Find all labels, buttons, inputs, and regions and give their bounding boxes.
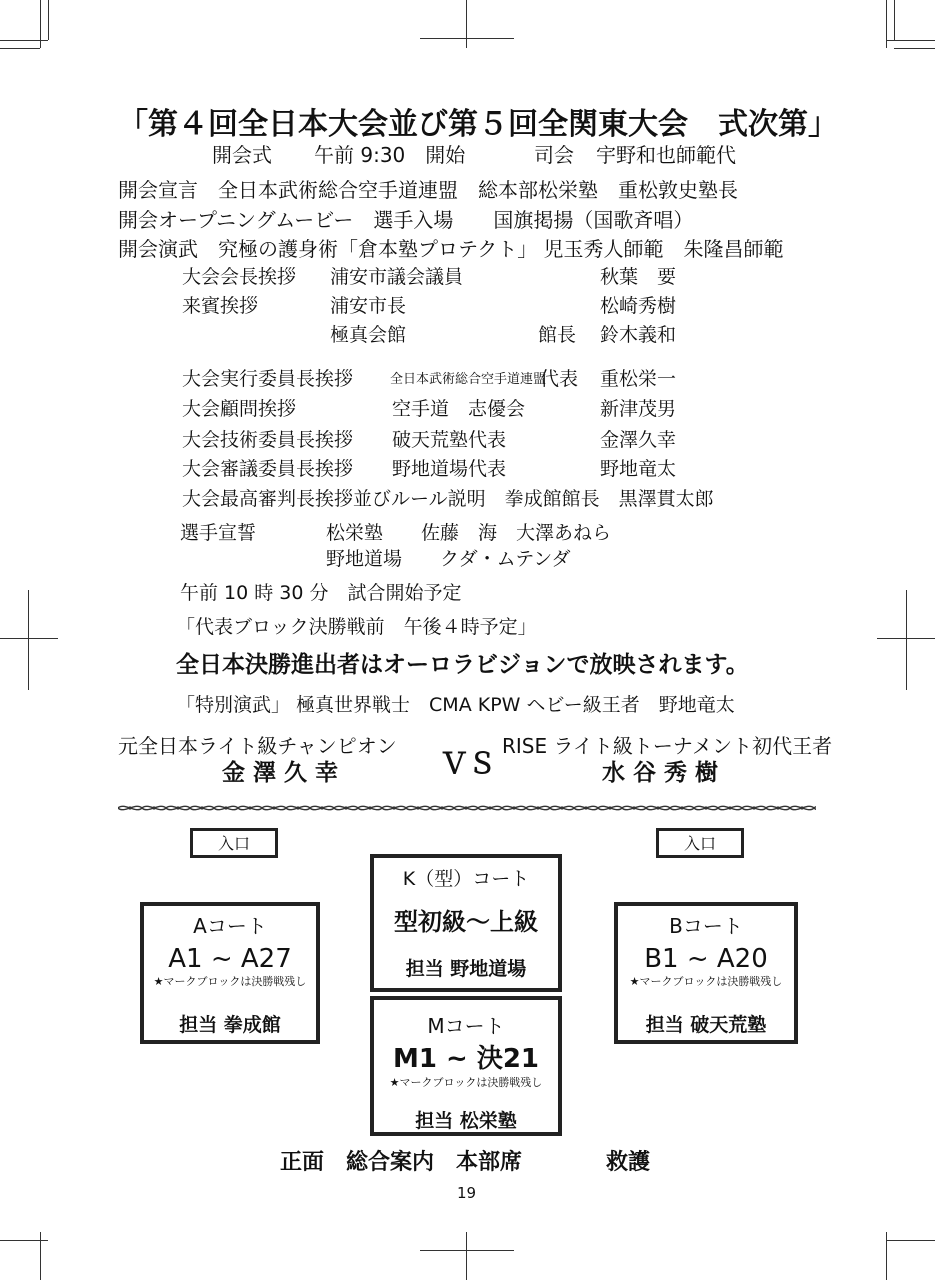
vs-right-title: RISE ライト級トーナメント初代王者 — [502, 734, 833, 758]
greeting-org: 極真会館 — [330, 324, 407, 346]
court-m-range: M1 ~ 決21 — [392, 1044, 540, 1074]
greeting-org: 全日本武術総合空手道連盟 — [390, 372, 547, 387]
program-line: 開会オープニングムービー 選手入場 国旗掲揚（国歌斉唱） — [118, 208, 694, 232]
greeting-role: 大会審議委員長挨拶 — [182, 458, 354, 480]
greeting-org: 空手道 志優会 — [392, 398, 526, 420]
crop-mark — [886, 40, 935, 41]
crop-mark — [0, 638, 58, 639]
vs-left-title: 元全日本ライト級チャンピオン — [118, 734, 397, 758]
greeting-role: 来賓挨拶 — [182, 295, 259, 317]
greeting-role: 大会会長挨拶 — [182, 266, 297, 288]
greeting-role: 大会顧問挨拶 — [182, 398, 297, 420]
oath-line-2: 野地道場 クダ・ムテンダ — [326, 548, 571, 570]
program-line: 開会宣言 全日本武術総合空手道連盟 総本部松栄塾 重松敦史塾長 — [118, 178, 738, 202]
greeting-org: 破天荒塾代表 — [392, 429, 507, 451]
court-k-range: 型初級～上級 — [394, 908, 538, 936]
opening-time: 午前 9:30 開始 — [314, 143, 466, 167]
greeting-name: 新津茂男 — [600, 398, 677, 420]
court-k-staff: 担当 野地道場 — [405, 958, 527, 980]
greeting-title: 代表 — [540, 368, 579, 390]
broadcast-note: 全日本決勝進出者はオーロラビジョンで放映されます。 — [176, 652, 749, 678]
court-b-name: Bコート — [669, 914, 743, 938]
page-number: 19 — [457, 1184, 477, 1202]
first-aid-label: 救護 — [606, 1150, 651, 1175]
greeting-name: 野地竜太 — [600, 458, 677, 480]
oath-label: 選手宣誓 — [180, 522, 257, 544]
special-demo: 「特別演武」 極真世界戦士 CMA KPW ヘビー級王者 野地竜太 — [176, 694, 735, 716]
crop-mark — [48, 0, 49, 40]
crop-mark — [420, 1250, 514, 1251]
court-m — [370, 996, 562, 1136]
vs-left-name: 金 澤 久 幸 — [222, 760, 339, 786]
ornamental-divider — [118, 800, 816, 816]
page-title: 「第４回全日本大会並び第５回全関東大会 式次第」 — [118, 107, 838, 142]
court-m-note: ★マークブロックは決勝戦残し — [389, 1076, 543, 1089]
greeting-org: 浦安市議会議員 — [330, 266, 464, 288]
crop-mark — [28, 590, 29, 690]
court-m-staff: 担当 松栄塾 — [415, 1110, 517, 1132]
court-a-note: ★マークブロックは決勝戦残し — [153, 975, 307, 988]
crop-mark — [0, 48, 40, 49]
oath-line-1: 松栄塾 佐藤 海 大澤あねら — [326, 522, 612, 544]
crop-mark — [0, 1240, 48, 1241]
greeting-name: 松崎秀樹 — [600, 295, 677, 317]
vs-mark: ＶＳ — [440, 747, 497, 780]
mc-name: 宇野和也師範代 — [596, 143, 736, 167]
greeting-role: 大会技術委員長挨拶 — [182, 429, 354, 451]
court-a — [140, 902, 320, 1044]
entrance-right: 入口 — [656, 828, 744, 858]
mc-label: 司会 — [534, 143, 574, 167]
court-k — [370, 854, 562, 992]
match-start: 午前 10 時 30 分 試合開始予定 — [180, 582, 462, 604]
entrance-left: 入口 — [190, 828, 278, 858]
court-a-staff: 担当 拳成館 — [179, 1014, 281, 1036]
greeting-name: 金澤久幸 — [600, 429, 677, 451]
greeting-name: 秋葉 要 — [600, 266, 677, 288]
greeting-title: 館長 — [538, 324, 577, 346]
front-desk-label: 正面 総合案内 本部席 — [280, 1150, 523, 1175]
court-a-name: Aコート — [193, 914, 267, 938]
crop-mark — [894, 48, 935, 49]
greeting-org: 浦安市長 — [330, 295, 407, 317]
greeting-name: 重松栄一 — [600, 368, 677, 390]
crop-mark — [420, 38, 514, 39]
vs-right-name: 水 谷 秀 樹 — [602, 760, 719, 786]
court-b-range: B1 ~ A20 — [644, 944, 768, 974]
greeting-name: 鈴木義和 — [600, 324, 677, 346]
court-b — [614, 902, 798, 1044]
court-b-note: ★マークブロックは決勝戦残し — [629, 975, 783, 988]
crop-mark — [0, 40, 48, 41]
program-line: 開会演武 究極の護身術「倉本塾プロテクト」 児玉秀人師範 朱隆昌師範 — [118, 237, 784, 261]
opening-ceremony: 開会式 — [212, 143, 272, 167]
crop-mark — [886, 1240, 935, 1241]
greeting-org: 野地道場代表 — [392, 458, 507, 480]
court-m-name: Mコート — [427, 1014, 505, 1038]
court-k-name: K（型）コート — [402, 868, 530, 890]
court-a-range: A1 ~ A27 — [168, 944, 292, 974]
crop-mark — [894, 0, 895, 40]
crop-mark — [466, 1232, 467, 1280]
crop-mark — [877, 638, 935, 639]
court-b-staff: 担当 破天荒塾 — [645, 1014, 767, 1036]
greeting-role: 大会実行委員長挨拶 — [182, 368, 354, 390]
crop-mark — [906, 590, 907, 690]
final-note: 「代表ブロック決勝戦前 午後４時予定」 — [176, 616, 537, 638]
chief-judge-line: 大会最高審判長挨拶並びルール説明 拳成館館長 黒澤貫太郎 — [182, 488, 714, 510]
crop-mark — [466, 0, 467, 48]
